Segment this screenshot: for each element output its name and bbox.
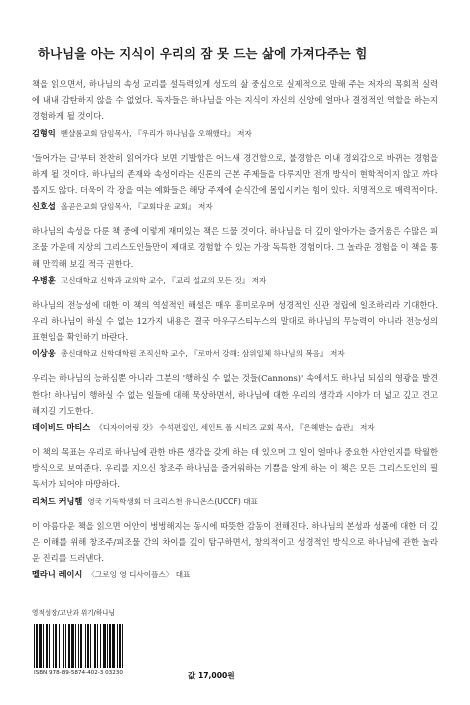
barcode-bar bbox=[46, 624, 48, 668]
endorser-name: 리처드 커닝햄 bbox=[32, 495, 83, 506]
barcode-bar bbox=[55, 624, 57, 668]
barcode-bar bbox=[63, 624, 64, 668]
endorsement bbox=[32, 297, 438, 362]
endorsement-attribution bbox=[32, 567, 438, 582]
endorsement bbox=[32, 76, 438, 141]
barcode-bar bbox=[59, 624, 60, 668]
barcode-bar bbox=[85, 624, 86, 668]
barcode-bar bbox=[107, 624, 108, 668]
endorsement-text: '들어가는 글'부터 찬찬히 읽어가다 보면 기발함은 어느새 경건함으로, 불경함은 이내 경외감으로 바뀌는 경험을 하게 될 것이다. 하나님의 존재와 속성이라는 신론의 근본 주제들을 다루지만 전개 방식이 현학적이지 않고 까다롭지도 않다. 더욱이 각 장을 여는 예화들은 해당 주제에 순식간에 몰입시키는 힘이 있다. 치명적으로 매력적이다. bbox=[32, 152, 438, 196]
barcode-bar bbox=[112, 624, 115, 668]
endorsement-text: 하나님의 전능성에 대한 이 책의 역설적인 해설은 매우 흥미로우며 성경적인 신관 정립에 일조하리라 기대한다. 우리 하나님이 하실 수 없는 12가지 내용은 결국 아우구스티누스의 말대로 하나님의 무능력이 아니라 전능성의 표현임을 확인하기 바란다. bbox=[32, 299, 438, 343]
barcode-bar bbox=[103, 624, 106, 668]
endorsement-attribution bbox=[32, 126, 438, 141]
endorser-role: 〈그로잉 영 디사이플스〉 대표 bbox=[87, 570, 191, 580]
barcode-bar bbox=[49, 624, 50, 668]
barcode-bar bbox=[97, 624, 98, 668]
endorser-name: 신호섭 bbox=[32, 201, 56, 212]
endorsement-text: 책을 읽으면서, 하나님의 속성 교리를 설득력있게 성도의 삶 중심으로 실제적으로 말해 주는 저자의 목회적 실력에 내내 감탄하지 않을 수 없었다. 독자들은 하나님을 아는 지식이 자신의 신앙에 얼마나 결정적인 역할을 하는지 경험하게 될 것이다. bbox=[32, 79, 438, 122]
barcode-bar bbox=[119, 624, 121, 668]
barcode-bars bbox=[32, 624, 156, 668]
barcode-bar bbox=[71, 624, 74, 668]
endorsement-attribution bbox=[32, 199, 438, 214]
top-margin bbox=[0, 0, 470, 34]
barcode-bar bbox=[87, 624, 89, 668]
barcode-bar bbox=[78, 624, 79, 668]
barcode-bar bbox=[117, 624, 118, 668]
endorsement-text: 우리는 하나님의 능하심뿐 아니라 그분의 '행하실 수 없는 것들(Cannons)' 속에서도 하나님 되심의 영광을 발견한다! 하나님이 행하실 수 없는 일들에 대해 묵상하면서, 하나님에 대한 우리의 생각과 시야가 더 넓고 깊고 견고해지길 기도한다. bbox=[32, 373, 438, 416]
endorsement-attribution bbox=[32, 346, 438, 361]
endorser-name: 우병훈 bbox=[32, 274, 56, 285]
endorser-role: 영국 기독학생회 더 크리스천 유니온스(UCCF) 대표 bbox=[87, 496, 258, 506]
barcode bbox=[30, 620, 160, 680]
endorsements bbox=[32, 76, 438, 591]
endorser-name: 김형익 bbox=[32, 127, 56, 138]
barcode-bar bbox=[90, 624, 91, 668]
endorsement bbox=[32, 223, 438, 288]
barcode-bar bbox=[75, 624, 76, 668]
barcode-bar bbox=[100, 624, 101, 668]
isbn-text: ISBN 978-89-5874-402-3 03230 bbox=[34, 670, 123, 676]
endorser-role: 벧샬롬교회 담임목사, 『우리가 하나님을 오해했다』 저자 bbox=[60, 128, 252, 138]
endorsement-text: 하나님의 속성을 다룬 책 중에 이렇게 재미있는 책은 드물 것이다. 하나님을 더 깊이 알아가는 즐거움은 수많은 피조물 가운데 지상의 그리스도인들만이 제대로 경험할 수 있는 가장 독특한 경험이다. 그 놀라운 경험을 이 책을 통해 만끽해 보길 적극 권한다. bbox=[32, 226, 438, 269]
endorsement bbox=[32, 444, 438, 509]
barcode-bar bbox=[65, 624, 66, 668]
barcode-bar bbox=[43, 624, 44, 668]
category-label: 영적성장/고난과 위기/하나님 bbox=[32, 609, 115, 617]
barcode-bar bbox=[53, 624, 54, 668]
endorsement bbox=[32, 518, 438, 583]
endorser-role: 고신대학교 신학과 교의학 교수, 『교리 설교의 모든 것』 저자 bbox=[60, 275, 267, 285]
barcode-bar bbox=[122, 624, 123, 668]
barcode-bar bbox=[94, 624, 96, 668]
endorser-name: 데이비드 마티스 bbox=[32, 422, 91, 433]
endorsement-attribution bbox=[32, 494, 438, 509]
barcode-bar bbox=[36, 624, 38, 668]
headline: 하나님을 아는 지식이 우리의 잠 못 드는 삶에 가져다주는 힘 bbox=[38, 46, 368, 61]
endorsement-text: 이 아름다운 책을 읽으면 어안이 벙벙해지는 동시에 따뜻한 감동이 전해진다. 하나님의 본성과 성품에 대한 더 깊은 이해를 위해 창조주/피조물 간의 차이를 깊이 탐구하면서, 창의적이고 성경적인 방식으로 하나님에 관한 놀라운 진리를 드러낸다. bbox=[32, 520, 438, 564]
endorser-name: 이상웅 bbox=[32, 348, 56, 359]
barcode-bar bbox=[80, 624, 82, 668]
endorser-role: 《디자이어링 갓》 수석편집인, 세인트 폴 시티즈 교회 목사, 『은혜받는 습관』 저자 bbox=[95, 423, 375, 433]
barcode-bar bbox=[39, 624, 42, 668]
endorsement-text: 이 책의 목표는 우리로 하나님에 관한 바른 생각을 갖게 하는 데 있으며 그 일이 얼마나 중요한 사안인지를 탁월한 방식으로 보여준다. 우리를 지으신 창조주 하나님을 즐거워하는 기쁨을 알게 하는 이 책은 모든 그리스도인의 필독서가 되어야 마땅하다. bbox=[32, 447, 438, 490]
barcode-bar bbox=[109, 624, 111, 668]
endorsement bbox=[32, 150, 438, 215]
endorsement-attribution bbox=[32, 420, 438, 435]
endorsement-attribution bbox=[32, 273, 438, 288]
price: 값 17,000원 bbox=[188, 671, 235, 680]
endorser-role: 올곧은교회 담임목사, 『교회다운 교회』 저자 bbox=[60, 202, 213, 212]
endorser-name: 멜라니 레이시 bbox=[32, 569, 83, 580]
barcode-bar bbox=[34, 624, 35, 668]
endorsement bbox=[32, 370, 438, 435]
endorser-role: 총신대학교 신학대학원 조직신학 교수, 『로마서 강해: 삼위일체 하나님의 복음』 저자 bbox=[60, 349, 345, 359]
barcode-bar bbox=[68, 624, 70, 668]
